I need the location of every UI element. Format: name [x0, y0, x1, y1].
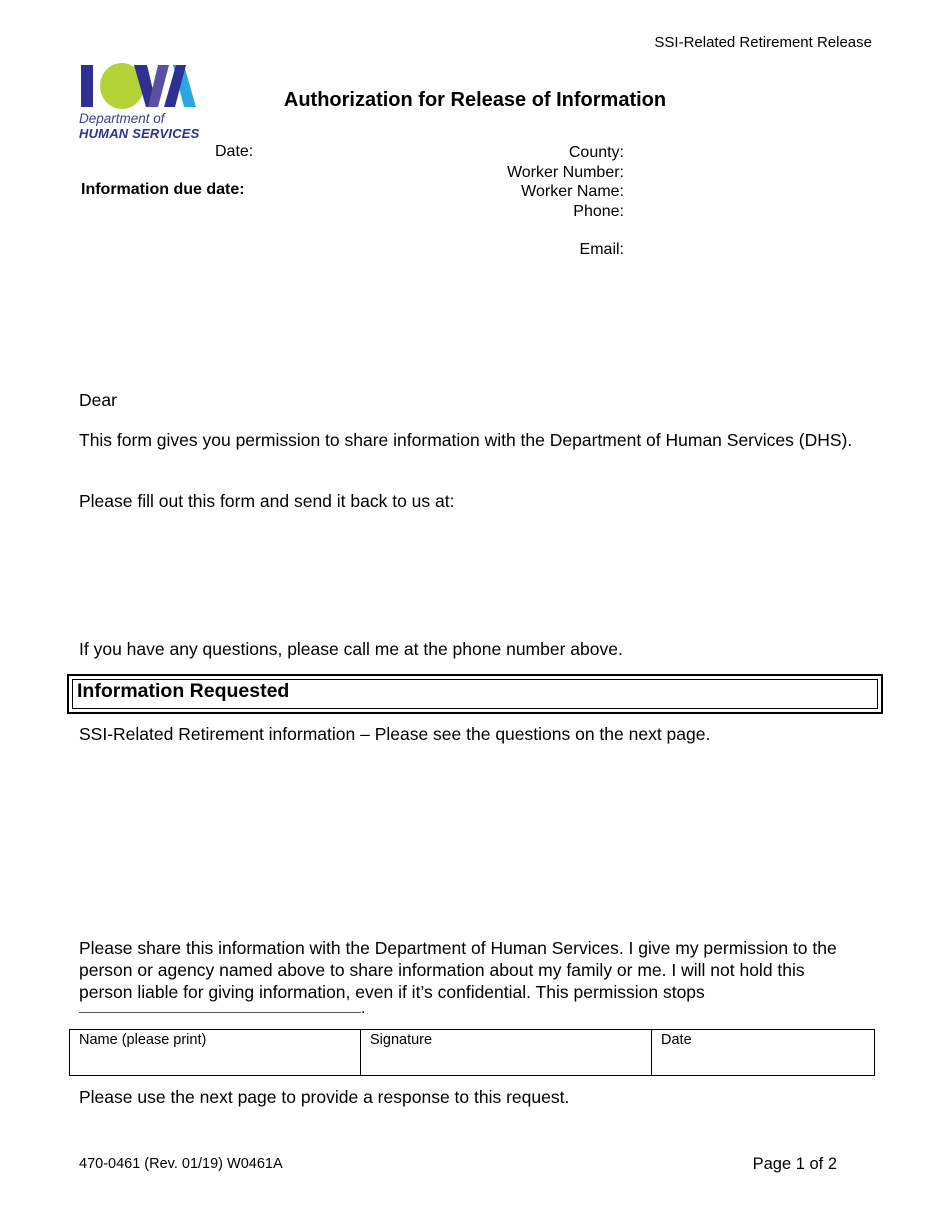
- logo-department-line: Department of: [79, 111, 165, 126]
- due-date-label: Information due date:: [81, 181, 245, 198]
- stop-date-blank[interactable]: [79, 1012, 361, 1013]
- consent-end-mark: .: [361, 1000, 366, 1017]
- email-label: Email:: [579, 241, 624, 258]
- logo-agency-line: HUMAN SERVICES: [79, 126, 200, 141]
- next-page-note: Please use the next page to provide a response to this request.: [79, 1087, 570, 1107]
- name-print-label: Name (please print): [79, 1032, 207, 1048]
- worker-name-label: Worker Name:: [521, 183, 624, 200]
- salutation: Dear: [79, 390, 117, 410]
- page-number: Page 1 of 2: [752, 1155, 837, 1173]
- name-print-field[interactable]: [70, 1030, 361, 1076]
- county-label: County:: [568, 144, 624, 161]
- phone-label: Phone:: [573, 202, 624, 220]
- consent-paragraph: Please share this information with the Department of Human Services. I give my permission to the person or agency named above to share information about my family or me. I will not hold this person liable for giving information, even if it’s confidential. This permission stops: [79, 938, 837, 1002]
- form-number: 470-0461 (Rev. 01/19) W0461A: [79, 1156, 283, 1172]
- signature-label: Signature: [370, 1032, 433, 1048]
- signature-field[interactable]: [361, 1030, 652, 1076]
- document-title: Authorization for Release of Information: [283, 89, 667, 111]
- info-requested-text: SSI-Related Retirement information – Please see the questions on the next page.: [79, 724, 711, 744]
- worker-number-label: Worker Number:: [506, 163, 624, 181]
- info-requested-box: [67, 674, 883, 714]
- intro-paragraph: This form gives you permission to share information with the Department of Human Services (DHS).: [79, 430, 853, 450]
- worker-info-block: [420, 143, 624, 260]
- info-requested-heading: Information Requested: [77, 680, 290, 702]
- signature-table: [69, 1029, 875, 1076]
- form-name-header: SSI-Related Retirement Release: [654, 34, 872, 51]
- return-instructions: Please fill out this form and send it back to us at:: [79, 491, 455, 511]
- questions-paragraph: If you have any questions, please call me at the phone number above.: [79, 639, 623, 659]
- date-field[interactable]: [652, 1030, 875, 1076]
- date-label: Date:: [215, 143, 254, 160]
- date-field-label: Date: [661, 1032, 692, 1048]
